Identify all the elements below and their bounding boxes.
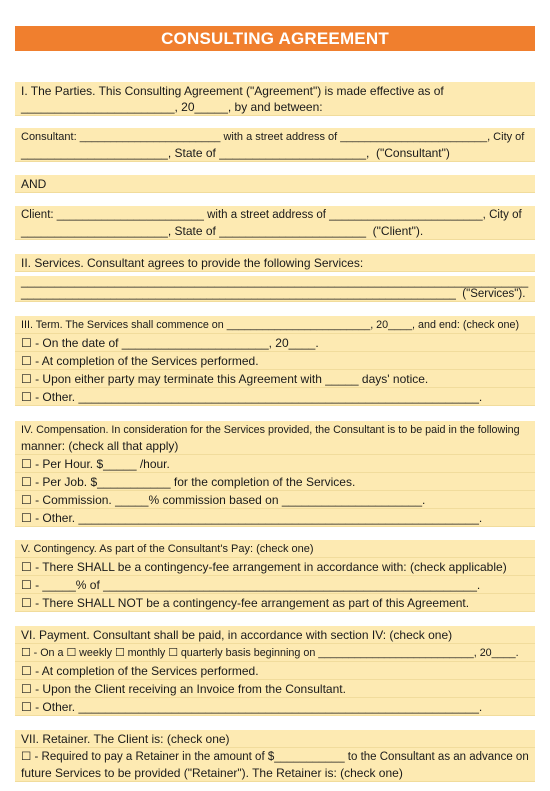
contingency-option-2-text: ☐ - _____% of ________________________________________________________. (21, 577, 481, 592)
payment-option-1 (15, 644, 535, 662)
services-lines (15, 273, 535, 302)
term-option-4-text: ☐ - Other. ____________________________________________________________. (21, 389, 483, 404)
document-title: CONSULTING AGREEMENT (15, 26, 535, 51)
consultant-line-2: ______________________, State of ______________________, ("Consultant") (21, 145, 450, 160)
payment-option-2 (15, 662, 535, 680)
services-blank-line: ____________________________________________________________________________ (21, 273, 529, 288)
and-separator (15, 175, 535, 193)
payment-option-3-text: ☐ - Upon the Client receiving an Invoice from the Consultant. (21, 681, 346, 696)
payment-option-4 (15, 698, 535, 716)
contingency-heading-text: V. Contingency. As part of the Consultant's Pay: (check one) (21, 542, 314, 555)
contingency-heading (15, 540, 535, 558)
retainer-line-2: future Services to be provided ("Retainer"). The Retainer is: (check one) (21, 765, 403, 780)
payment-option-2-text: ☐ - At completion of the Services performed. (21, 663, 259, 678)
contingency-option-2 (15, 576, 535, 594)
parties-line-1: I. The Parties. This Consulting Agreement ("Agreement") is made effective as of (21, 83, 444, 98)
compensation-line-1: IV. Compensation. In consideration for the Services provided, the Consultant is to be paid in the following (21, 423, 520, 436)
term-heading-text: III. Term. The Services shall commence on ________________________, 20____, and end: (check one) (21, 318, 520, 331)
payment-option-1-text: ☐ - On a ☐ weekly ☐ monthly ☐ quarterly basis beginning on __________________________, 20____. (21, 646, 519, 659)
compensation-option-4-text: ☐ - Other. ____________________________________________________________. (21, 510, 483, 525)
payment-heading-text: VI. Payment. Consultant shall be paid, in accordance with section IV: (check one) (21, 627, 453, 642)
contingency-option-3-text: ☐ - There SHALL NOT be a contingency-fee arrangement as part of this Agreement. (21, 595, 470, 610)
contingency-option-3 (15, 594, 535, 612)
client-line-2: ______________________, State of ______________________ ("Client"). (21, 223, 424, 238)
compensation-heading (15, 421, 535, 455)
term-heading (15, 316, 535, 334)
compensation-option-2-text: ☐ - Per Job. $___________ for the completion of the Services. (21, 474, 356, 489)
payment-option-4-text: ☐ - Other. ____________________________________________________________. (21, 699, 483, 714)
consultant-line-1: Consultant: _______________________ with a street address of ________________________, City of (21, 130, 525, 143)
term-option-2 (15, 352, 535, 370)
services-heading (15, 254, 535, 272)
retainer-heading-text: VII. Retainer. The Client is: (check one) (21, 731, 230, 746)
services-heading-text: II. Services. Consultant agrees to provide the following Services: (21, 255, 364, 270)
parties-line-2: _______________________, 20_____, by and between: (21, 99, 323, 114)
term-option-1 (15, 334, 535, 352)
compensation-line-2: manner: (check all that apply) (21, 438, 179, 453)
contingency-option-1-text: ☐ - There SHALL be a contingency-fee arrangement in accordance with: (check applicable) (21, 559, 507, 574)
client-section (15, 206, 535, 240)
payment-option-3 (15, 680, 535, 698)
and-label: AND (21, 176, 47, 191)
compensation-option-1 (15, 455, 535, 473)
term-option-2-text: ☐ - At completion of the Services performed. (21, 353, 259, 368)
compensation-option-3 (15, 491, 535, 509)
term-option-4 (15, 388, 535, 406)
retainer-heading (15, 730, 535, 748)
consultant-section (15, 128, 535, 162)
term-option-1-text: ☐ - On the date of ______________________, 20____. (21, 335, 319, 350)
term-option-3 (15, 370, 535, 388)
compensation-option-2 (15, 473, 535, 491)
compensation-option-4 (15, 509, 535, 527)
client-line-1: Client: _______________________ with a street address of ________________________, City of (21, 208, 522, 221)
parties-section (15, 82, 535, 116)
compensation-option-3-text: ☐ - Commission. _____% commission based on _____________________. (21, 492, 426, 507)
services-line-2: ____________________________________________________________________ ("Services"). (21, 287, 526, 300)
retainer-line-1: ☐ - Required to pay a Retainer in the amount of $___________ to the Consultant as an advance on (21, 750, 529, 763)
compensation-option-1-text: ☐ - Per Hour. $_____ /hour. (21, 456, 170, 471)
contingency-option-1 (15, 558, 535, 576)
retainer-option-1 (15, 748, 535, 782)
payment-heading (15, 626, 535, 644)
term-option-3-text: ☐ - Upon either party may terminate this Agreement with _____ days' notice. (21, 371, 429, 386)
